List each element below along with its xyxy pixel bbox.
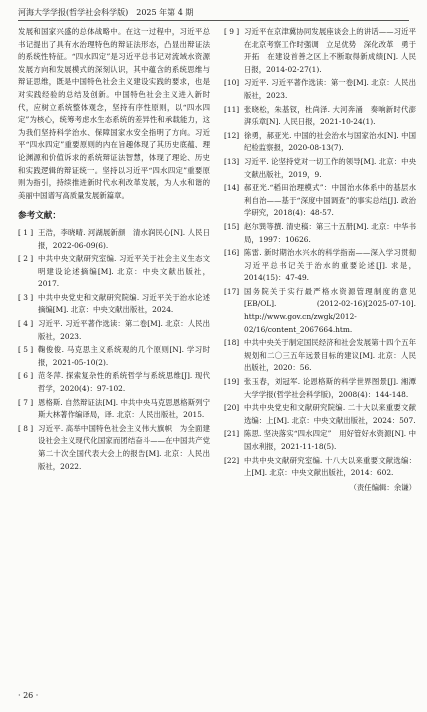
reference-text: 郝亚光.“稻田治理模式”：中国治水体系中的基层水利自治——基于“深度中国调查”的事实总结[J]. 政治学研究，2018(4)：48-57. xyxy=(244,183,416,218)
right-column xyxy=(224,26,416,494)
reference-text: 恩格斯. 自然辩证法[M]. 中共中央马克思恩格斯列宁斯大林著作编译局，译. 北京：人民出版社，2015. xyxy=(38,397,210,420)
reference-number: [17] xyxy=(224,286,240,296)
reference-number: [10] xyxy=(224,78,240,88)
reference-item xyxy=(224,376,416,401)
reference-number: [ 8 ] xyxy=(18,423,34,433)
references-list-left xyxy=(18,227,210,473)
reference-text: 徐勇，郝亚光. 中国的社会治水与国家治水[N]. 中国纪检监察报，2020-08-13(7). xyxy=(244,130,416,153)
references-list-right xyxy=(224,26,416,480)
reference-number: [ 2 ] xyxy=(18,254,34,264)
reference-number: [ 4 ] xyxy=(18,319,34,329)
reference-number: [ 7 ] xyxy=(18,397,34,407)
reference-item xyxy=(18,370,210,395)
reference-text: 张玉春，刘冠军. 论恩格斯的科学世界图景[J]. 湘潭大学学报(哲学社会科学版)，2008(4)：144-148. xyxy=(244,377,416,399)
reference-text: 中共中央文献研究室编. 十八大以来重要文献选编：上[M]. 北京：中央文献出版社，2014：602. xyxy=(244,455,416,478)
running-header xyxy=(18,6,409,21)
reference-item xyxy=(224,104,416,129)
reference-item xyxy=(18,253,210,291)
reference-number: [18] xyxy=(224,338,240,348)
reference-item xyxy=(224,455,416,480)
reference-text: 陈思. 坚决落实“四水四定” 用好管好水资源[N]. 中国水利报，2021-11-18(5). xyxy=(244,429,416,451)
reference-item xyxy=(18,344,210,369)
reference-item xyxy=(224,26,416,76)
reference-text: 中共中央文献研究室编. 习近平关于社会主义生态文明建设论述摘编[M]. 北京：中央文献出版社，2017. xyxy=(38,254,210,289)
reference-text: 张晓松，朱基钗，杜尚泽. 大河奔涌 奏响新时代澎湃乐章[N]. 人民日报，2021-10-24(1). xyxy=(244,104,416,127)
reference-number: [ 5 ] xyxy=(18,345,34,355)
reference-item xyxy=(224,337,416,375)
reference-number: [21] xyxy=(224,429,240,439)
reference-number: [ 6 ] xyxy=(18,371,34,381)
reference-text: 习近平. 习近平著作选读：第二卷[M]. 北京：人民出版社，2023. xyxy=(38,319,210,341)
reference-text: 鞠俊俊. 马克思主义系统观的几个原则[N]. 学习时报，2021-05-10(2). xyxy=(38,345,210,367)
reference-item xyxy=(224,428,416,453)
reference-number: [22] xyxy=(224,455,240,465)
reference-text: 习近平. 习近平著作选读：第一卷[M]. 北京：人民出版社，2023. xyxy=(244,78,416,100)
reference-text: 赵尔巽等撰. 清史稿：第三十五册[M]. 北京：中华书局，1997：10626. xyxy=(244,221,416,244)
left-column xyxy=(18,26,210,474)
journal-title: 河海大学学报(哲学社会科学版) xyxy=(18,8,129,17)
reference-text: 习近平在京津冀协同发展座谈会上的讲话——习近平在北京考察工作时强调 立足优势 深化改革 勇于开拓 在建设首善之区上不断取得新成绩[N]. 人民日报，2014-02-27(1). xyxy=(244,27,416,74)
reference-number: [15] xyxy=(224,221,240,231)
reference-item xyxy=(224,156,416,181)
reference-number: [ 1 ] xyxy=(18,227,34,237)
reference-number: [12] xyxy=(224,130,240,140)
reference-item xyxy=(224,247,416,285)
reference-item xyxy=(224,286,416,336)
reference-number: [14] xyxy=(224,183,240,193)
issue-label: 2025 年第 4 期 xyxy=(136,8,194,17)
reference-item xyxy=(224,130,416,155)
reference-item xyxy=(18,423,210,473)
reference-text: 中共中央关于制定国民经济和社会发展第十四个五年规划和二〇三五年远景目标的建议[M]. 北京：人民出版社，2020：56. xyxy=(244,338,416,373)
page-number: · 26 · xyxy=(18,691,39,700)
reference-item xyxy=(224,402,416,427)
reference-item xyxy=(18,318,210,343)
reference-item xyxy=(224,77,416,102)
reference-text: 习近平. 高举中国特色社会主义伟大旗帜 为全面建设社会主义现代化国家而团结奋斗——在中国共产党第二十次全国代表大会上的报告[M]. 北京：人民出版社，2022. xyxy=(38,423,210,471)
reference-number: [ 9 ] xyxy=(224,27,240,36)
reference-number: [ 3 ] xyxy=(18,292,34,302)
reference-text: 陈雷. 新时期治水兴水的科学指南——深入学习贯彻习近平总书记关于治水的重要论述[J]. 求是，2014(15)：47-49. xyxy=(244,248,416,283)
reference-item xyxy=(224,221,416,246)
reference-number: [13] xyxy=(224,156,240,166)
reference-item xyxy=(18,227,210,252)
reference-text: 国务院关于实行最严格水资源管理制度的意见[EB/OL]. (2012-02-16)[2025-07-10]. http://www.gov.cn/zwgk/2012-02/16/content_2067664.htm. xyxy=(244,286,416,334)
reference-text: 王浩，李晓晴. 河湖展新颜 清水润民心[N]. 人民日报，2022-06-09(6). xyxy=(38,227,210,250)
reference-text: 中共中央党史和文献研究院编. 二十大以来重要文献选编：上[M]. 北京：中央文献出版社，2024：507. xyxy=(244,403,416,425)
reference-number: [19] xyxy=(224,377,240,387)
body-paragraph: 发展和国家兴盛的总体战略中。在这一过程中，习近平总书记提出了具有水治理特色的辩证法形态，凸显出辩证法的系统性特征。“四水四定”是习近平总书记对流域水资源发展方向和发展模式的深刻认识，其中蕴含的系统思维与辩证思维，既是中国特色社会主义建设实践的要求，也是对实践经验的总结及创新。中国特色社会主义进入新时代，应树立系统整体观念，坚持有序性原则，以“四水四定”为核心，统筹考虑水生态系统的差异性和承载能力，这为我们坚持科学治水、保障国家水安全指明了方向。习近平“四水四定”重要原则的内在旨趣体现了其历史底蕴、理论渊源和价值诉求的系统辩证法智慧，体现了理论、历史和实践逻辑的辩证统一。坚持以习近平“四水四定”重要原则为指引，持续推进新时代水利改革发展，为人水和谐的美丽中国谱写高质量发展新篇章。 xyxy=(18,27,210,200)
reference-text: 范冬萍. 探索复杂性的系统哲学与系统思维[J]. 现代哲学，2020(4)：97-102. xyxy=(38,371,210,394)
references-heading: 参考文献： xyxy=(18,211,61,222)
reference-number: [20] xyxy=(224,403,240,413)
editor-credit: （责任编辑：余谦） xyxy=(349,482,416,492)
reference-item xyxy=(18,292,210,317)
reference-item xyxy=(224,182,416,220)
reference-number: [16] xyxy=(224,248,240,258)
reference-text: 习近平. 论坚持党对一切工作的领导[M]. 北京：中央文献出版社，2019，9. xyxy=(244,156,416,179)
reference-number: [11] xyxy=(224,104,240,114)
reference-item xyxy=(18,397,210,422)
reference-text: 中共中央党史和文献研究院编. 习近平关于治水论述摘编[M]. 北京：中央文献出版社，2024. xyxy=(38,292,210,315)
